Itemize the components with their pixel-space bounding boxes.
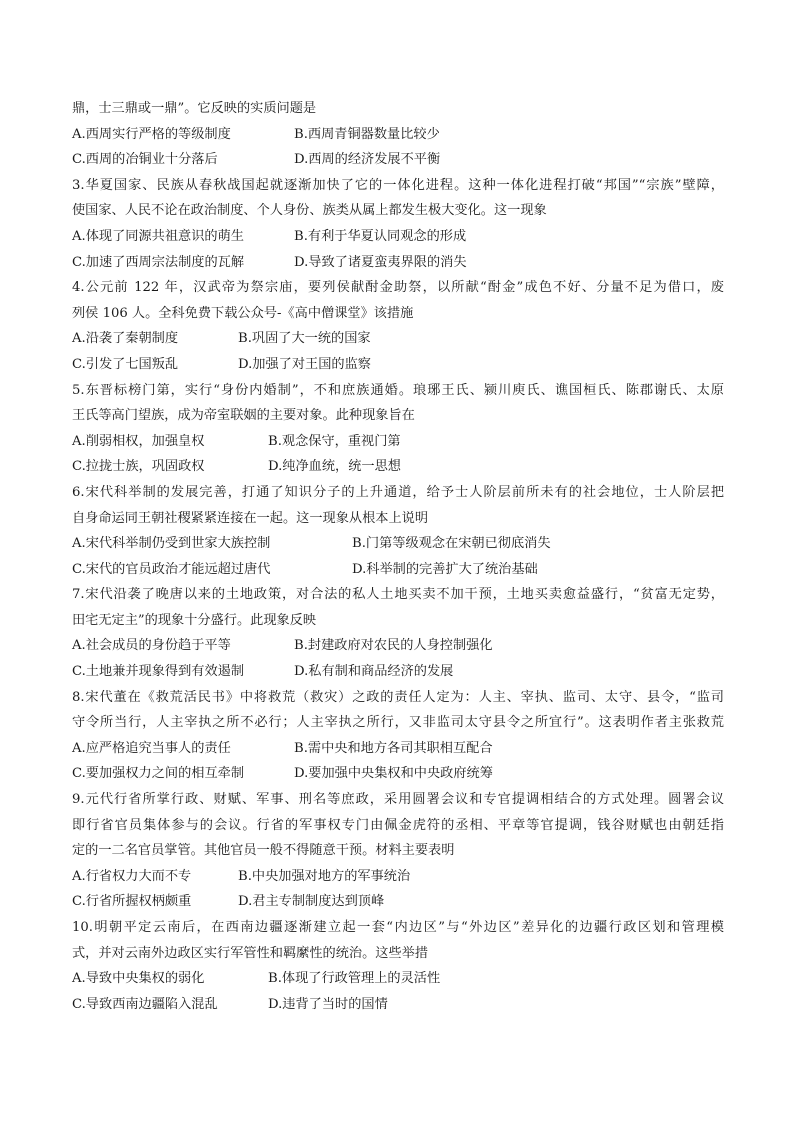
question-block-q3 xyxy=(72,173,724,275)
option-row xyxy=(72,864,724,890)
question-stem-line: 即行省官员集体参与的会议。行省的军事权专门由佩金虎符的丞相、平章等官提调，钱谷财赋也由朝廷指 xyxy=(72,817,724,833)
option-d: D.加强了对王国的监察 xyxy=(238,356,371,372)
option-b: B.西周青铜器数量比较少 xyxy=(294,126,440,142)
question-block-q9 xyxy=(72,787,724,915)
option-row xyxy=(72,966,724,992)
option-row xyxy=(72,659,724,685)
option-row xyxy=(72,992,724,1018)
option-a: A.导致中央集权的弱化 xyxy=(72,971,205,987)
option-a: A.宋代科举制仍受到世家大族控制 xyxy=(72,536,271,552)
option-a: A.沿袭了秦朝制度 xyxy=(72,331,179,347)
option-b: B.门第等级观念在宋朝已彻底消失 xyxy=(352,536,551,552)
option-row xyxy=(72,147,724,173)
option-row xyxy=(72,122,724,148)
option-a: A.应严格追究当事人的责任 xyxy=(72,740,231,756)
question-stem-line: 式，并对云南外边政区实行军管性和羁縻性的统治。这些举措 xyxy=(72,945,429,961)
option-row xyxy=(72,761,724,787)
question-stem-line: 自身命运同王朝社稷紧紧连接在一起。这一现象从根本上说明 xyxy=(72,510,429,526)
question-block-q7 xyxy=(72,582,724,684)
option-b: B.巩固了大一统的国家 xyxy=(238,331,371,347)
option-row xyxy=(72,429,724,455)
option-b: B.封建政府对农民的人身控制强化 xyxy=(294,638,493,654)
question-block-q5 xyxy=(72,378,724,480)
option-a: A.社会成员的身份趋于平等 xyxy=(72,638,231,654)
option-d: D.私有制和商品经济的发展 xyxy=(294,664,454,680)
option-c: C.要加强权力之间的相互牵制 xyxy=(72,766,245,782)
option-a: A.削弱相权，加强皇权 xyxy=(72,433,205,449)
option-d: D.违背了当时的国情 xyxy=(268,996,388,1012)
question-stem-line: 使国家、人民不论在政治制度、个人身份、族类从属上都发生极大变化。这一现象 xyxy=(72,203,547,219)
question-stem-line: 定的一二名官员掌管。其他官员一般不得随意干预。材料主要表明 xyxy=(72,843,455,859)
question-stem-line: 田宅无定主”的现象十分盛行。此现象反映 xyxy=(72,612,317,628)
question-stem-line: 王氏等高门望族，成为帝室联姻的主要对象。此种现象旨在 xyxy=(72,408,415,424)
option-a: A.行省权力大而不专 xyxy=(72,868,192,884)
option-b: B.需中央和地方各司其职相互配合 xyxy=(294,740,493,756)
question-stem-line: 8.宋代董在《救荒活民书》中将救荒（救灾）之政的责任人定为：人主、宰执、监司、太守、县令，“监司 xyxy=(72,689,724,705)
question-stem-line: 4.公元前 122 年，汉武帝为祭宗庙，要列侯献酎金助祭，以所献“酎金”成色不好、分量不足为借口，废 xyxy=(72,280,724,296)
option-row xyxy=(72,454,724,480)
option-d: D.科举制的完善扩大了统治基础 xyxy=(352,561,538,577)
option-a: A.西周实行严格的等级制度 xyxy=(72,126,231,142)
question-block-q10 xyxy=(72,915,724,1017)
option-a: A.体现了同源共祖意识的萌生 xyxy=(72,228,244,244)
question-block-q4 xyxy=(72,275,724,377)
question-stem-line: 9.元代行省所掌行政、财赋、军事、刑名等庶政，采用圆署会议和专官提调相结合的方式处理。圆署会议 xyxy=(72,792,724,808)
option-row xyxy=(72,250,724,276)
question-block-q2 xyxy=(72,96,724,173)
option-d: D.西周的经济发展不平衡 xyxy=(294,152,441,168)
option-c: C.西周的冶铜业十分落后 xyxy=(72,152,218,168)
option-c: C.行省所握权柄颇重 xyxy=(72,894,192,910)
question-stem-line: 守令所当行，人主宰执之所不必行；人主宰执之所行，又非监司太守县令之所宜行”。这表明作者主张救荒 xyxy=(72,715,724,731)
option-row xyxy=(72,531,724,557)
option-b: B.观念保守，重视门第 xyxy=(268,433,401,449)
option-c: C.拉拢士族，巩固政权 xyxy=(72,459,205,475)
question-stem-line: 10.明朝平定云南后，在西南边疆逐渐建立起一套“内边区”与“外边区”差异化的边疆行政区划和管理模 xyxy=(72,920,724,935)
option-b: B.中央加强对地方的军事统治 xyxy=(238,868,411,884)
question-stem-line: 3.华夏国家、民族从春秋战国起就逐渐加快了它的一体化进程。这种一体化进程打破“邦国”“宗族”壁障， xyxy=(72,177,724,193)
option-b: B.体现了行政管理上的灵活性 xyxy=(268,971,441,987)
option-c: C.导致西南边疆陷入混乱 xyxy=(72,996,218,1012)
option-d: D.导致了诸夏蛮夷界限的消失 xyxy=(294,254,467,270)
question-stem-line: 5.东晋标榜门第，实行“身份内婚制”，不和庶族通婚。琅琊王氏、颍川庾氏、谯国桓氏、陈郡谢氏、太原 xyxy=(72,382,724,398)
question-stem-line: 7.宋代沿袭了晚唐以来的土地政策，对合法的私人土地买卖不加干预，土地买卖愈益盛行，“贫富无定势， xyxy=(72,587,724,603)
option-row xyxy=(72,736,724,762)
question-stem-line: 鼎，士三鼎或一鼎”。它反映的实质问题是 xyxy=(72,101,317,116)
option-b: B.有利于华夏认同观念的形成 xyxy=(294,228,467,244)
option-row xyxy=(72,224,724,250)
question-block-q6 xyxy=(72,480,724,582)
option-row xyxy=(72,326,724,352)
option-row xyxy=(72,633,724,659)
question-stem-line: 6.宋代科举制的发展完善，打通了知识分子的上升通道，给予士人阶层前所未有的社会地位，士人阶层把 xyxy=(72,484,724,500)
option-row xyxy=(72,557,724,583)
option-c: C.加速了西周宗法制度的瓦解 xyxy=(72,254,245,270)
option-d: D.要加强中央集权和中央政府统筹 xyxy=(294,766,493,782)
option-c: C.土地兼并现象得到有效遏制 xyxy=(72,664,245,680)
option-d: D.纯净血统，统一思想 xyxy=(268,459,401,475)
option-row xyxy=(72,889,724,915)
document-page xyxy=(72,96,724,1017)
option-row xyxy=(72,352,724,378)
question-stem-line: 列侯 106 人。全科免费下载公众号-《高中僧课堂》该措施 xyxy=(72,305,414,321)
question-block-q8 xyxy=(72,685,724,787)
option-c: C.宋代的官员政治才能远超过唐代 xyxy=(72,561,271,577)
option-d: D.君主专制制度达到顶峰 xyxy=(238,894,385,910)
option-c: C.引发了七国叛乱 xyxy=(72,356,179,372)
